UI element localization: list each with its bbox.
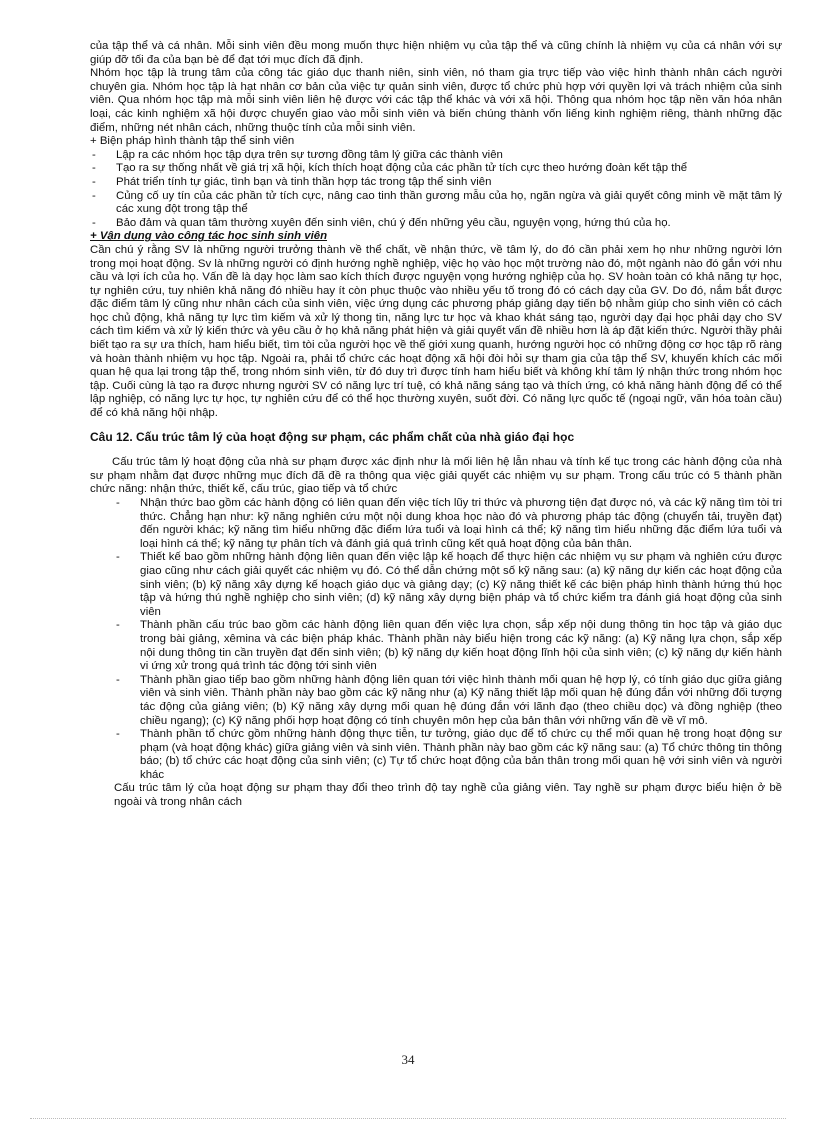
list-item: - Thành phần giao tiếp bao gồm những hành động liên quan tới việc hình thành mối quan hệ hợp lý, có tính giáo dục giữa giảng viên và sinh viên. Thành phần này bao gồm các kỹ năng như (a) Kỹ năng thiết lập mối quan hệ đúng đắn với những đối tượng tác động của giảng viên; (b) Kỹ năng xây dựng mối quan hệ đúng đắn với lãnh đạo (theo chiều dọc) và đồng nghiệp (theo chiều ngang); (c) Kỹ năng phối hợp hoạt động có tính chuyên môn hẹp của bản thân với những vấn đề về vĩ mô.: [114, 674, 782, 728]
list-item: - Phát triển tính tự giác, tình bạn và tinh thần hợp tác trong tập thể sinh viên: [90, 176, 782, 190]
paragraph-apply: Cần chú ý rằng SV là những người trưởng thành về thể chất, về nhận thức, về tâm lý, do đó cần phải xem họ như những người lớn trong mọi hoạt động. Sv là những người có định hướng nghề nghiệp, việc họ vào học một trường nào đó, một ngành nào đó gắn với nhu cầu và lợi ích của họ. Vấn đề là dạy học làm sao kích thích được nguyện vọng hướng nghiệp của họ. SV hoàn toàn có khả năng tự học, tự nghiên cứu, tuy nhiên khả năng đó nhiều hay ít còn phục thuộc vào nhiều yếu tố trong đó có cách dạy của GV. Do đó, nắm bắt được đặc điểm tâm lý cũng như nhân cách của sinh viên, việc ứng dụng các phương pháp giảng dạy tiến bộ nhằm giúp cho sinh viên có cách học chủ động, khả năng tự lực tìm kiếm và xử lý thong tin, năng lực tư học và khao khát sáng tạo, người dạy đại học phải dạy cho SV cách tìm kiếm và xử lý kiến thức và yêu cầu ở họ khả năng phát hiện và giải quyết vấn đề nhiều hơn là áp đặt kiến thức. Người thầy phải biết tạo ra sự ưa thích, ham hiểu biết, tìm tòi của người học về thế giới xung quanh, hướng người học có những động cơ học tập rõ ràng và hoàn thành nhiệm vụ học tập. Ngoài ra, phải tổ chức các hoạt động xã hội đòi hỏi sự tham gia của tập thể SV, khuyến khích các mối quan hệ qua lại trong tập thể, trong nhóm sinh viên, từ đó duy trì được tính ham hiểu biết và không khí tâm lý nhận thức trong nhóm học tập. Cuối cùng là tạo ra được nhưng người SV có năng lực trí tuệ, có khả năng sáng tạo và thích ứng, có khả năng hành động để có thể lập nghiệp, có năng lực tự học, tự nghiên cứu để có thể học thường xuyên, suốt đời. Có năng lực quốc tế (ngoại ngữ, văn hóa toàn cầu) để có khả năng hội nhập.: [90, 243, 782, 420]
paragraph-continuation: của tập thể và cá nhân. Mỗi sinh viên đều mong muốn thực hiện nhiệm vụ của tập thể và cũng chính là nhiệm vụ của cá nhân với sự giúp đỡ tối đa của bạn bè để đạt tới mục đích đã định.: [90, 40, 782, 66]
page-number: 34: [401, 1052, 415, 1067]
paragraph-closing: Cấu trúc tâm lý của hoạt động sư phạm thay đổi theo trình độ tay nghề của giảng viên. Tay nghề sư phạm được biểu hiện ở bề ngoài và trong nhân cách: [114, 782, 782, 809]
measures-list: [90, 149, 782, 231]
document-page: [90, 40, 782, 810]
list-item: - Thành phần tổ chức gồm những hành động thực tiễn, tư tưởng, giáo dục để tổ chức cụ thể mối quan hệ trong hoạt động sư phạm (và hoạt động khác) giữa giảng viên và sinh viên. Thành phần này bao gồm các kỹ năng sau: (a) Tổ chức thông tin thông báo; (b) tổ chức các hoạt động của sinh viên; (c) Tự tổ chức hoạt động của bản thân trong mối quan hệ với sinh viên và người khác: [114, 728, 782, 782]
components-list: [114, 497, 782, 782]
list-item: - Nhận thức bao gồm các hành động có liên quan đến việc tích lũy tri thức và phương tiện đạt được nó, và các kỹ năng tìm tòi tri thức. Chẳng hạn như: kỹ năng nghiên cứu một nội dung khoa học nào đó và phương pháp tác động (chuyển tải, truyền đạt) đến người khác; kỹ năng tìm hiểu những đặc điểm lứa tuổi và loại hình cá thể; kỹ năng tìm hiểu những đặc điểm lứa tuổi và loại hình cá thể; kỹ năng tự phân tích và đánh giá quá trình cũng kết quả hoạt động của bản thân.: [114, 497, 782, 551]
measures-title: + Biện pháp hình thành tập thể sinh viên: [90, 135, 295, 148]
footer-divider: [30, 1118, 786, 1119]
list-item: - Lập ra các nhóm học tập dựa trên sự tương đồng tâm lý giữa các thành viên: [90, 149, 782, 163]
list-item: - Thiết kế bao gồm những hành động liên quan đến việc lập kế hoạch để thực hiện các nhiệm vụ sư phạm và nghiên cứu được giao cũng như cách giải quyết các nhiệm vụ đó. Có thể dẫn chứng một số kỹ năng sau: (a) kỹ năng dự kiến các hoạt động của sinh viên; (b) kỹ năng xây dựng kế hoạch giáo dục và giảng dạy; (c) Kỹ năng thiết kế các biện pháp hình thành hứng thú học tập và hứng thú nghề nghiệp cho sinh viên; (d) kỹ năng xây dựng biện pháp và tổ chức kiểm tra đánh giá hoạt động của sinh viên: [114, 551, 782, 619]
list-item: - Bảo đảm và quan tâm thường xuyên đến sinh viên, chú ý đến những yêu cầu, nguyện vọng, hứng thú của họ.: [90, 217, 782, 231]
list-item: - Thành phần cấu trúc bao gồm các hành động liên quan đến việc lựa chọn, sắp xếp nội dung thông tin học tập và giáo dục trong bài giảng, xêmina và các biện pháp khác. Thành phần này biểu hiện trong các kỹ năng: (a) Kỹ năng lựa chọn, sắp xếp nội dung thông tin cần truyền đạt đến sinh viên; (b) kỹ năng dự kiến hoạt động lĩnh hội của sinh viên; (c) kỹ năng dự kiến hành vi ứng xử trong quá trình tác động tới sinh viên: [114, 619, 782, 673]
list-item: - Củng cố uy tín của các phần tử tích cực, nâng cao tinh thần gương mẫu của họ, ngăn ngừa và giải quyết công minh về mặt tâm lý các xung đột trong tập thể: [90, 190, 782, 217]
list-item: - Tạo ra sự thống nhất về giá trị xã hội, kích thích hoạt động của các phần tử tích cực theo hướng đoàn kết tập thể: [90, 162, 782, 176]
question-12-heading: Câu 12. Cấu trúc tâm lý của hoạt động sư phạm, các phẩm chất của nhà giáo đại học: [90, 429, 575, 444]
apply-title: + Vận dụng vào công tác học sinh sinh viên: [90, 230, 328, 243]
paragraph-intro: Cấu trúc tâm lý hoạt động của nhà sư phạm được xác định như là mối liên hệ lẫn nhau và tính kế tục trong các hành động của nhà sư phạm nhằm đạt được những mục đích đã đề ra thông qua việc giải quyết các nhiệm vụ sư phạm. Trong cấu trúc có 5 thành phần chức năng: nhận thức, thiết kế, cấu trúc, giao tiếp và tổ chức: [90, 456, 782, 496]
paragraph-study-group: Nhóm học tập là trung tâm của công tác giáo dục thanh niên, sinh viên, nó tham gia trực tiếp vào việc hình thành nhân cách người chuyên gia. Nhóm học tập là hạt nhân cơ bản của việc tự quản sinh viên, được tổ chức phù hợp với quyền lợi và trách nhiệm của sinh viên. Qua nhóm học tập mà mỗi sinh viên liên hệ được với các tập thể khác và với xã hội. Thông qua nhóm học tập nền văn hóa nhân loại, các kinh nghiệm xã hội được chuyển giao vào mỗi sinh viên và biến chúng thành vốn liếng kinh nghiệm riêng, thành những đặc điểm, những nét nhân cách, những thuộc tính của mỗi sinh viên.: [90, 67, 782, 134]
